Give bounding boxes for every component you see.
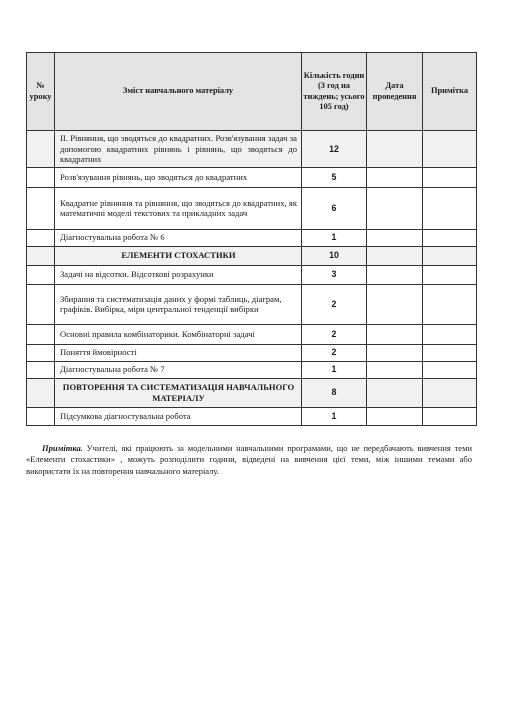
content-cell: Збирання та систематизація даних у формі таблиць, діаграм, графіків. Вибірка, міри центральної тенденції вибірки — [55, 284, 302, 324]
date-cell — [367, 265, 423, 284]
header-lesson-number: № уроку — [27, 53, 55, 131]
notes-cell — [423, 265, 477, 284]
table-row — [27, 265, 477, 284]
lesson-number-cell — [27, 344, 55, 361]
notes-cell — [423, 378, 477, 407]
content-cell: ПОВТОРЕННЯ ТА СИСТЕМАТИЗАЦІЯ НАВЧАЛЬНОГО МАТЕРІАЛУ — [55, 378, 302, 407]
hours-cell: 6 — [302, 187, 367, 229]
lesson-number-cell — [27, 265, 55, 284]
table-header-row — [27, 53, 477, 131]
hours-cell: 8 — [302, 378, 367, 407]
notes-cell — [423, 324, 477, 344]
footnote-text: Учителі, які працюють за модельними навчальними програмами, що не передбачають вивчення теми «Елементи стохастики» , можуть розподілити години, відведені на вивчення цієї теми, між іншими темами або використати їх на повторення навчального матеріалу. — [26, 442, 472, 476]
content-cell: Розв'язування рівнянь, що зводяться до квадратних — [55, 167, 302, 187]
date-cell — [367, 131, 423, 168]
header-content: Зміст навчального матеріалу — [55, 53, 302, 131]
notes-cell — [423, 361, 477, 378]
date-cell — [367, 407, 423, 425]
lesson-number-cell — [27, 229, 55, 246]
content-cell: Діагностувальна робота № 7 — [55, 361, 302, 378]
notes-cell — [423, 131, 477, 168]
date-cell — [367, 361, 423, 378]
hours-cell: 12 — [302, 131, 367, 168]
content-cell: Основні правила комбінаторики. Комбінаторні задачі — [55, 324, 302, 344]
date-cell — [367, 284, 423, 324]
table-row — [27, 284, 477, 324]
hours-cell: 2 — [302, 324, 367, 344]
lesson-number-cell — [27, 167, 55, 187]
hours-cell: 5 — [302, 167, 367, 187]
content-cell: Квадратне рівняння та рівняння, що зводяться до квадратних, як математичні моделі текстових та прикладних задач — [55, 187, 302, 229]
notes-cell — [423, 407, 477, 425]
content-cell: Поняття ймовірності — [55, 344, 302, 361]
table-row — [27, 246, 477, 265]
footnote — [26, 443, 472, 478]
table-row — [27, 229, 477, 246]
notes-cell — [423, 167, 477, 187]
content-cell: Задачі на відсотки. Відсоткові розрахунки — [55, 265, 302, 284]
lesson-number-cell — [27, 407, 55, 425]
hours-cell: 1 — [302, 229, 367, 246]
date-cell — [367, 324, 423, 344]
lesson-number-cell — [27, 284, 55, 324]
lesson-number-cell — [27, 378, 55, 407]
date-cell — [367, 246, 423, 265]
content-cell: ЕЛЕМЕНТИ СТОХАСТИКИ — [55, 246, 302, 265]
table-row — [27, 407, 477, 425]
content-cell: Підсумкова діагностувальна робота — [55, 407, 302, 425]
hours-cell: 1 — [302, 361, 367, 378]
header-date: Дата проведення — [367, 53, 423, 131]
hours-cell: 3 — [302, 265, 367, 284]
date-cell — [367, 187, 423, 229]
lesson-plan-table — [26, 52, 477, 426]
notes-cell — [423, 344, 477, 361]
footnote-label: Примітка. — [42, 442, 83, 453]
lesson-number-cell — [27, 324, 55, 344]
date-cell — [367, 378, 423, 407]
notes-cell — [423, 284, 477, 324]
table-row — [27, 167, 477, 187]
lesson-number-cell — [27, 131, 55, 168]
hours-cell: 10 — [302, 246, 367, 265]
table-row — [27, 344, 477, 361]
date-cell — [367, 229, 423, 246]
table-body — [27, 131, 477, 426]
table-row — [27, 131, 477, 168]
hours-cell: 1 — [302, 407, 367, 425]
table-row — [27, 187, 477, 229]
header-notes: Примітка — [423, 53, 477, 131]
lesson-number-cell — [27, 187, 55, 229]
notes-cell — [423, 246, 477, 265]
content-cell: II. Рівняння, що зводяться до квадратних. Розв'язування задач за допомогою квадратних рівнянь і рівнянь, що зводяться до квадратних — [55, 131, 302, 168]
notes-cell — [423, 187, 477, 229]
lesson-number-cell — [27, 246, 55, 265]
header-hours: Кількість годин (3 год на тиждень; усього 105 год) — [302, 53, 367, 131]
date-cell — [367, 344, 423, 361]
document-page — [26, 52, 489, 426]
table-row — [27, 378, 477, 407]
date-cell — [367, 167, 423, 187]
notes-cell — [423, 229, 477, 246]
table-row — [27, 361, 477, 378]
hours-cell: 2 — [302, 344, 367, 361]
hours-cell: 2 — [302, 284, 367, 324]
lesson-number-cell — [27, 361, 55, 378]
content-cell: Діагностувальна робота № 6 — [55, 229, 302, 246]
table-row — [27, 324, 477, 344]
